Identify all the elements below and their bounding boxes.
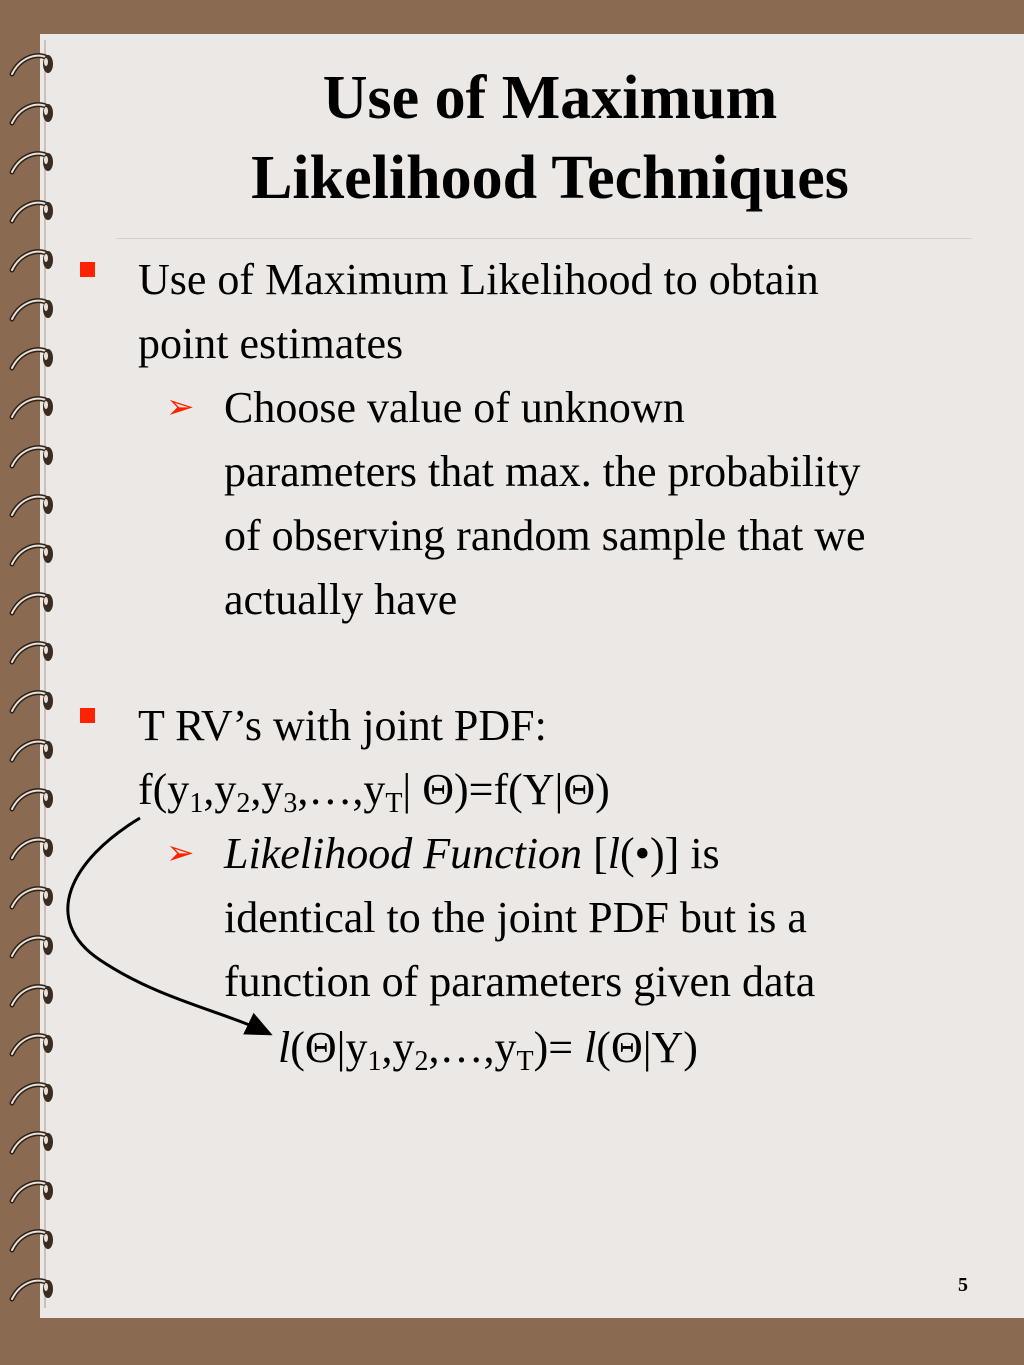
slide-title [120, 58, 980, 218]
spiral-ring-icon [12, 1035, 53, 1054]
spiral-ring-icon [12, 300, 53, 319]
spiral-ring-icon [12, 643, 53, 662]
spiral-ring-icon [12, 692, 53, 711]
spiral-ring-icon [12, 986, 53, 1005]
spiral-ring-icon [12, 741, 53, 760]
spiral-ring-icon [12, 545, 53, 564]
spiral-ring-icon [12, 1231, 53, 1250]
spiral-ring-icon [12, 790, 53, 809]
sub-bullet-2-line-2: identical to the joint PDF but is a [224, 893, 807, 942]
spiral-ring-icon [12, 104, 53, 123]
sub-bullet-1-line-2: parameters that max. the probability [224, 447, 861, 496]
spiral-ring-icon [12, 839, 53, 858]
slide-page [40, 34, 1024, 1318]
bullet-1-line-1: Use of Maximum Likelihood to obtain [138, 255, 819, 304]
title-divider [116, 238, 972, 239]
spiral-binding [0, 0, 70, 1365]
spiral-ring-icon [12, 594, 53, 613]
bullet-2-line-1: T RV’s with joint PDF: [138, 701, 547, 750]
square-bullet-icon [80, 262, 95, 277]
bullet-1-line-2: point estimates [138, 319, 404, 368]
spiral-ring-icon [12, 1182, 53, 1201]
title-line-1: Use of Maximum [322, 64, 778, 132]
sub-bullet-2-line-3: function of parameters given data [224, 957, 816, 1006]
sub-bullet-1-line-3: of observing random sample that we [224, 511, 866, 560]
spiral-ring-icon [12, 496, 53, 515]
likelihood-formula: $l(\Theta|y_1,y_2,\dots,y_T)= l(\Theta|Y)$ [278, 1023, 698, 1077]
spiral-ring-icon [12, 349, 53, 368]
sub-bullet-1-line-4: actually have [224, 575, 458, 624]
title-line-2: Likelihood Techniques [251, 144, 849, 212]
spiral-ring-icon [12, 398, 53, 417]
joint-pdf-formula: $f(y_1,y_2,y_3,\dots,y_T|$ Θ)=f(Y|Θ) [138, 765, 610, 819]
spiral-ring-icon [12, 1084, 53, 1103]
page-number: 5 [958, 1274, 968, 1296]
spiral-ring-icon [12, 202, 53, 221]
spiral-ring-icon [12, 251, 53, 270]
spiral-ring-icon [12, 1280, 53, 1299]
spiral-ring-icon [12, 55, 53, 74]
arrow-bullet-icon: ➢ [166, 389, 195, 426]
sub-bullet-1-line-1: Choose value of unknown [224, 383, 685, 432]
arrow-bullet-icon: ➢ [166, 835, 195, 872]
spiral-ring-icon [12, 1133, 53, 1152]
spiral-ring-icon [12, 153, 53, 172]
sub-bullet-2-line-1: Likelihood Function [l(•)] is [224, 829, 720, 878]
spiral-ring-icon [12, 937, 53, 956]
spiral-ring-icon [12, 888, 53, 907]
spiral-ring-icon [12, 447, 53, 466]
square-bullet-icon [80, 708, 95, 723]
